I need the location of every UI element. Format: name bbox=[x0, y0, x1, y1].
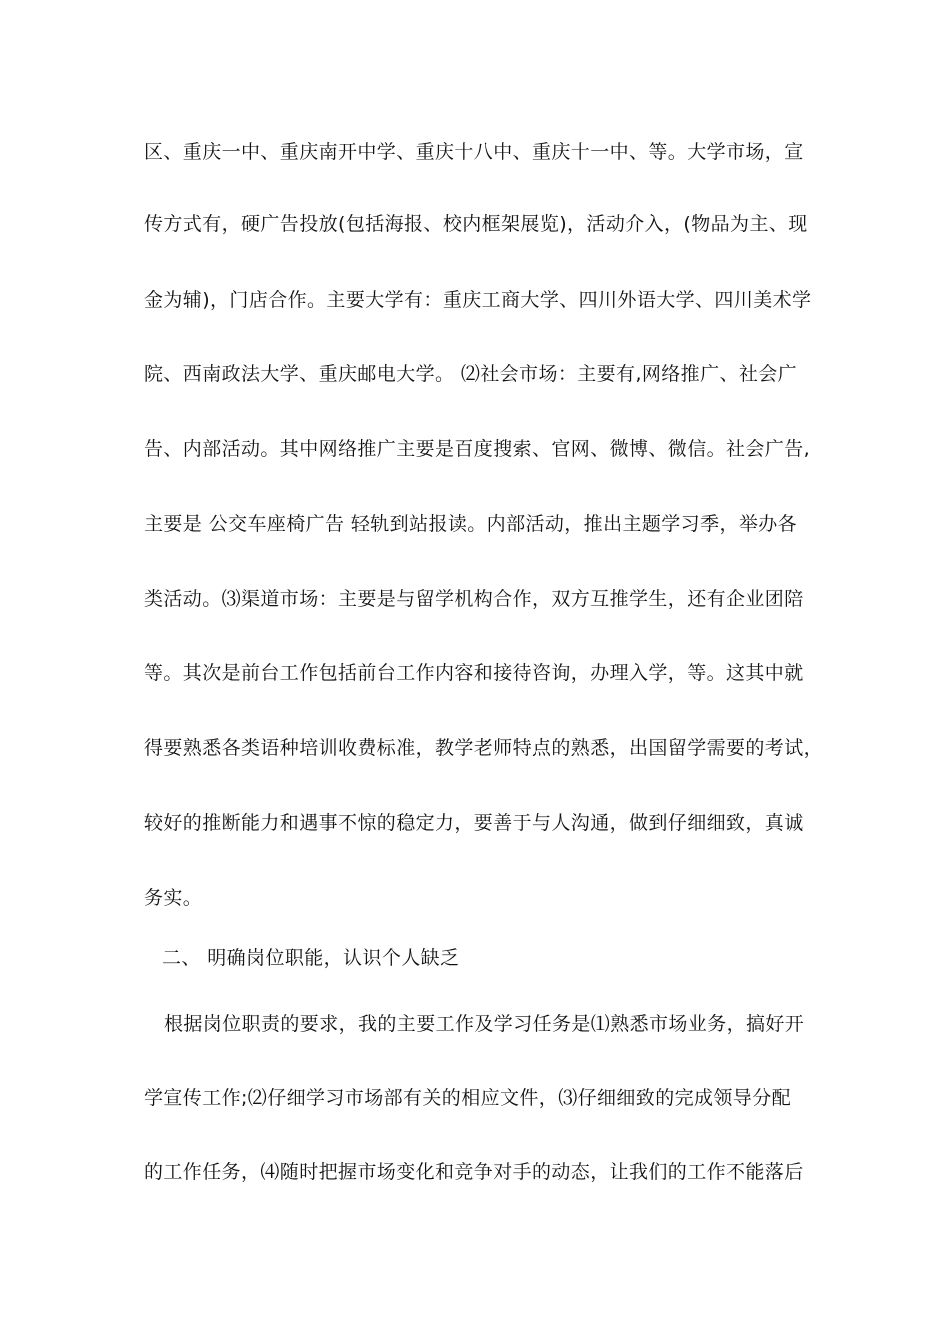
text-line-6: 主要是 公交车座椅广告 轻轨到站报读。内部活动，推出主题学习季，举办各 bbox=[144, 513, 798, 535]
section-heading: 二、 明确岗位职能，认识个人缺乏 bbox=[162, 947, 460, 969]
text-line-8: 等。其次是前台工作包括前台工作内容和接待咨询，办理入学，等。这其中就 bbox=[144, 662, 804, 684]
text-line-4: 院、西南政法大学、重庆邮电大学。 ⑵社会市场：主要有,网络推广、社会广 bbox=[144, 363, 798, 385]
text-line-3: 金为辅)，门店合作。主要大学有：重庆工商大学、四川外语大学、四川美术学 bbox=[144, 289, 812, 311]
text-line-11: 务实。 bbox=[144, 887, 203, 909]
text-line-9: 得要熟悉各类语种培训收费标准，教学老师特点的熟悉，出国留学需要的考试， bbox=[144, 737, 824, 759]
paragraph2-line-1: 根据岗位职责的要求，我的主要工作及学习任务是⑴熟悉市场业务，搞好开 bbox=[164, 1013, 805, 1035]
text-line-5: 告、内部活动。其中网络推广主要是百度搜索、官网、微博、微信。社会广告, bbox=[144, 438, 811, 460]
paragraph2-line-3: 的工作任务，⑷随时把握市场变化和竞争对手的动态，让我们的工作不能落后 bbox=[144, 1161, 804, 1183]
text-line-1: 区、重庆一中、重庆南开中学、重庆十八中、重庆十一中、等。大学市场，宣 bbox=[144, 141, 804, 163]
text-line-7: 类活动。⑶渠道市场：主要是与留学机构合作，双方互推学生，还有企业团陪 bbox=[144, 588, 804, 610]
text-line-10: 较好的推断能力和遇事不惊的稳定力，要善于与人沟通，做到仔细细致，真诚 bbox=[144, 812, 804, 834]
paragraph2-line-2: 学宣传工作;⑵仔细学习市场部有关的相应文件，⑶仔细细致的完成领导分配 bbox=[144, 1087, 792, 1109]
text-line-2: 传方式有，硬广告投放(包括海报、校内框架展览)，活动介入，(物品为主、现 bbox=[144, 213, 808, 235]
